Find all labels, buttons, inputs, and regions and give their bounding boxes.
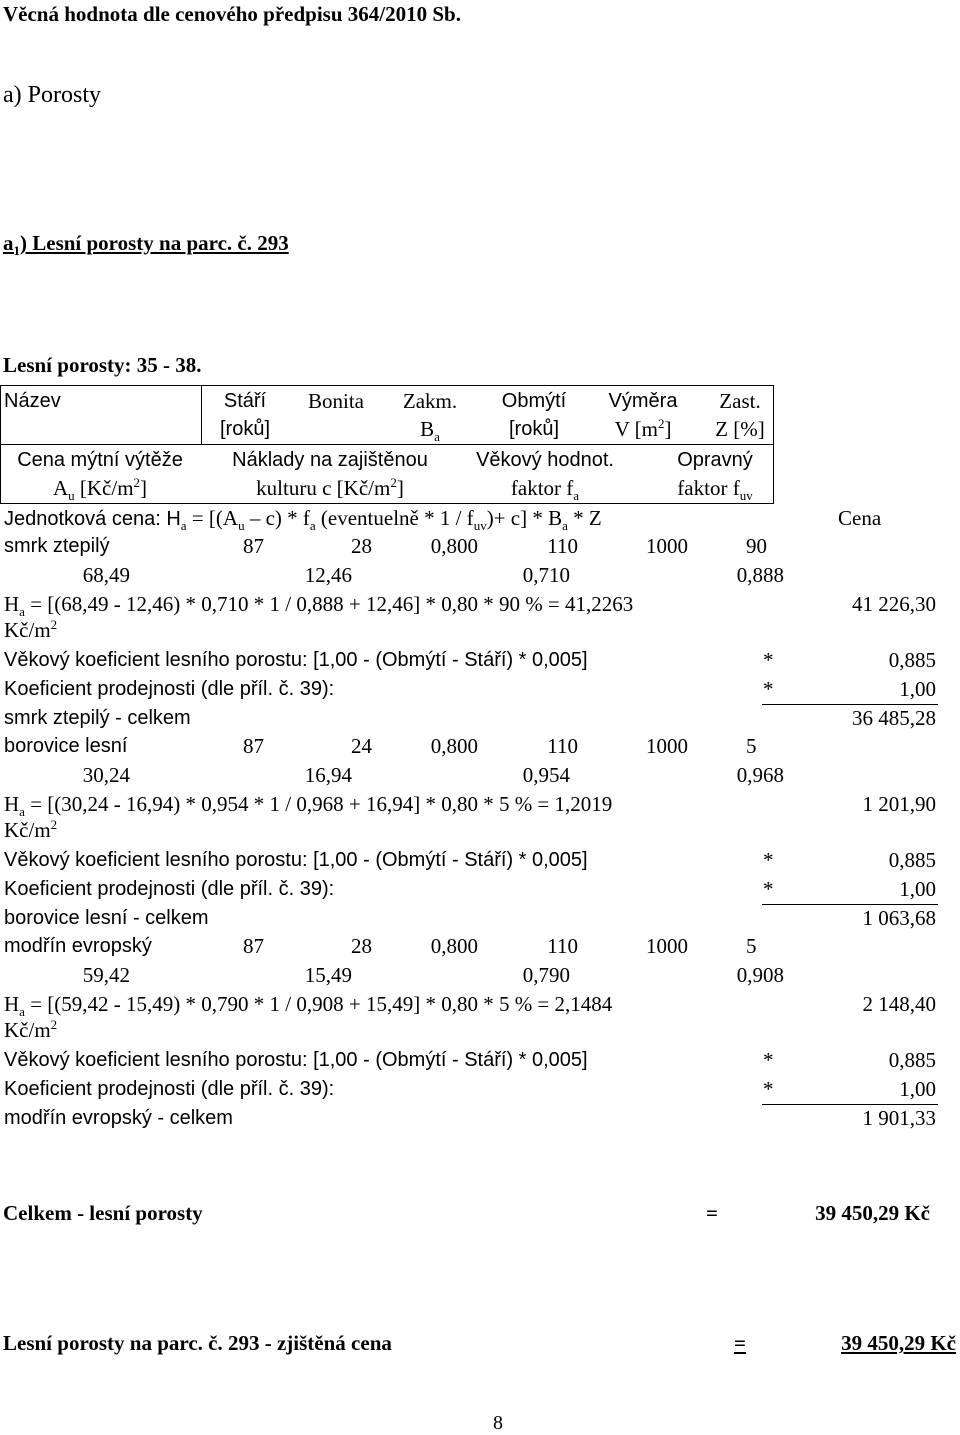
header-cena-unit: $A_u$ $[Kč/m^2]$ [52, 475, 148, 504]
species-total-value: 36 485,28 [852, 706, 936, 730]
species-prod-value: 1,00 [899, 877, 936, 901]
species-fuv: 0,908 [736, 963, 784, 987]
species-naklady: 15,49 [304, 963, 352, 987]
species-prod-label: Koeficient prodejnosti (dle příl. č. 39): [4, 878, 335, 900]
species-ha-unit: $Kč/m^2$ [4, 617, 58, 642]
species-total-label: smrk ztepilý - celkem [4, 707, 191, 729]
species-vek-star: * [763, 648, 774, 672]
header-cena: Cena [838, 506, 882, 530]
species-zast: 90 [746, 534, 767, 558]
species-fa: 0,954 [522, 763, 570, 787]
header-zast-unit: Z [%] [715, 417, 765, 441]
header-obmyti-unit: [roků] [508, 418, 560, 440]
page-title: Věcná hodnota dle cenového předpisu 364/2010 Sb. [3, 2, 461, 26]
species-stari: 87 [243, 934, 264, 958]
subsection-heading: $a_1$) Lesní porosty na parc. č. 293 [3, 231, 289, 259]
species-obmyti: 110 [547, 734, 578, 758]
species-fa: 0,710 [522, 563, 570, 587]
species-vek-label: Věkový koeficient lesního porostu: [1,00 - (Obmýtí - Stáří) * 0,005] [4, 1049, 588, 1071]
species-prod-label: Koeficient prodejnosti (dle příl. č. 39): [4, 678, 335, 700]
species-vek-label: Věkový koeficient lesního porostu: [1,00 - (Obmýtí - Stáří) * 0,005] [4, 849, 588, 871]
species-au: 30,24 [82, 763, 130, 787]
species-fuv: 0,888 [736, 563, 784, 587]
species-ha-unit: $Kč/m^2$ [4, 1017, 58, 1042]
species-vek-star: * [763, 1048, 774, 1072]
total-rule [762, 704, 938, 705]
summary-label: Celkem - lesní porosty [3, 1201, 203, 1225]
header-vekovy-faktor-symbol: faktor $f_a$ [510, 476, 580, 504]
header-vymera-unit: V $[m^2]$ [614, 416, 672, 441]
species-stari: 87 [243, 734, 264, 758]
species-prod-label: Koeficient prodejnosti (dle příl. č. 39): [4, 1078, 335, 1100]
header-stari-unit: [roků] [219, 418, 271, 440]
header-bonita: Bonita [308, 389, 364, 413]
header-opravny-faktor: Opravný [677, 449, 753, 471]
final-equals: = [734, 1331, 746, 1355]
species-stari: 87 [243, 534, 264, 558]
species-price: 1 201,90 [862, 792, 936, 816]
header-vekovy-faktor: Věkový hodnot. [476, 449, 614, 471]
species-prod-value: 1,00 [899, 1077, 936, 1101]
summary-equals: = [706, 1201, 718, 1225]
species-vek-star: * [763, 848, 774, 872]
species-zakm: 0,800 [430, 734, 478, 758]
species-bonita: 24 [351, 734, 372, 758]
species-au: 68,49 [82, 563, 130, 587]
header-opravny-faktor-symbol: faktor $f_{uv}$ [677, 476, 753, 504]
species-obmyti: 110 [547, 534, 578, 558]
species-vymera: 1000 [646, 534, 688, 558]
species-total-value: 1 901,33 [862, 1106, 936, 1130]
table-divider [0, 444, 774, 445]
species-zast: 5 [746, 734, 757, 758]
total-rule [762, 904, 938, 905]
species-ha-formula: $H_a = [(59,42 - 15,49) * 0,790 * 1 / 0,908 + 15,49] * 0,80 * 5$ % = 2,1484 [4, 992, 613, 1020]
species-bonita: 28 [351, 534, 372, 558]
header-nazev: Název [4, 390, 61, 412]
species-total-value: 1 063,68 [862, 906, 936, 930]
table-divider [201, 385, 202, 444]
species-vek-value: 0,885 [888, 848, 936, 872]
species-fuv: 0,968 [736, 763, 784, 787]
header-zakm-symbol: $B_a$ [420, 417, 440, 445]
species-total-label: borovice lesní - celkem [4, 907, 209, 929]
species-total-label: modřín evropský - celkem [4, 1107, 233, 1129]
species-price: 2 148,40 [862, 992, 936, 1016]
species-name: modřín evropský [4, 935, 152, 957]
page-number: 8 [493, 1412, 503, 1434]
species-zakm: 0,800 [430, 534, 478, 558]
species-vymera: 1000 [646, 734, 688, 758]
species-prod-star: * [763, 877, 774, 901]
species-obmyti: 110 [547, 934, 578, 958]
species-ha-unit: $Kč/m^2$ [4, 817, 58, 842]
header-cena-mytni: Cena mýtní výtěže [17, 449, 183, 471]
final-label: Lesní porosty na parc. č. 293 - zjištěná cena [3, 1331, 392, 1355]
header-stari: Stáří [223, 390, 267, 412]
header-obmyti: Obmýtí [501, 390, 567, 412]
header-vymera: Výměra [608, 390, 678, 412]
species-price: 41 226,30 [852, 592, 936, 616]
species-ha-formula: $H_a = [(68,49 - 12,46) * 0,710 * 1 / 0,888 + 12,46] * 0,80 * 90$ % = 41,2263 [4, 592, 634, 620]
porosty-subtitle: Lesní porosty: 35 - 38. [3, 353, 202, 377]
formula-line: Jednotková cena: $H_a = [(A_u - c) * f_a$ (eventuelně * $1 / f_{uv})+ c] * B_a * Z$ [4, 506, 602, 534]
summary-value: 39 450,29 Kč [815, 1201, 930, 1225]
species-vek-value: 0,885 [888, 648, 936, 672]
species-naklady: 12,46 [304, 563, 352, 587]
species-zakm: 0,800 [430, 934, 478, 958]
species-ha-formula: $H_a = [(30,24 - 16,94) * 0,954 * 1 / 0,968 + 16,94] * 0,80 * 5$ % = 1,2019 [4, 792, 613, 820]
species-name: borovice lesní [4, 735, 128, 757]
species-bonita: 28 [351, 934, 372, 958]
species-prod-star: * [763, 677, 774, 701]
total-rule [762, 1104, 938, 1105]
species-prod-value: 1,00 [899, 677, 936, 701]
header-zakm: Zakm. [402, 389, 458, 413]
header-naklady: Náklady na zajištěnou [232, 449, 428, 471]
species-vek-label: Věkový koeficient lesního porostu: [1,00 - (Obmýtí - Stáří) * 0,005] [4, 649, 588, 671]
final-value: 39 450,29 Kč [841, 1331, 956, 1355]
species-naklady: 16,94 [304, 763, 352, 787]
species-fa: 0,790 [522, 963, 570, 987]
species-vek-value: 0,885 [888, 1048, 936, 1072]
section-heading: a) Porosty [3, 82, 101, 108]
species-zast: 5 [746, 934, 757, 958]
header-zast: Zast. [719, 389, 761, 413]
species-prod-star: * [763, 1077, 774, 1101]
species-name: smrk ztepilý [4, 535, 110, 557]
header-naklady-unit: kulturu c $[Kč/m^2]$ [256, 475, 404, 500]
species-au: 59,42 [82, 963, 130, 987]
species-vymera: 1000 [646, 934, 688, 958]
